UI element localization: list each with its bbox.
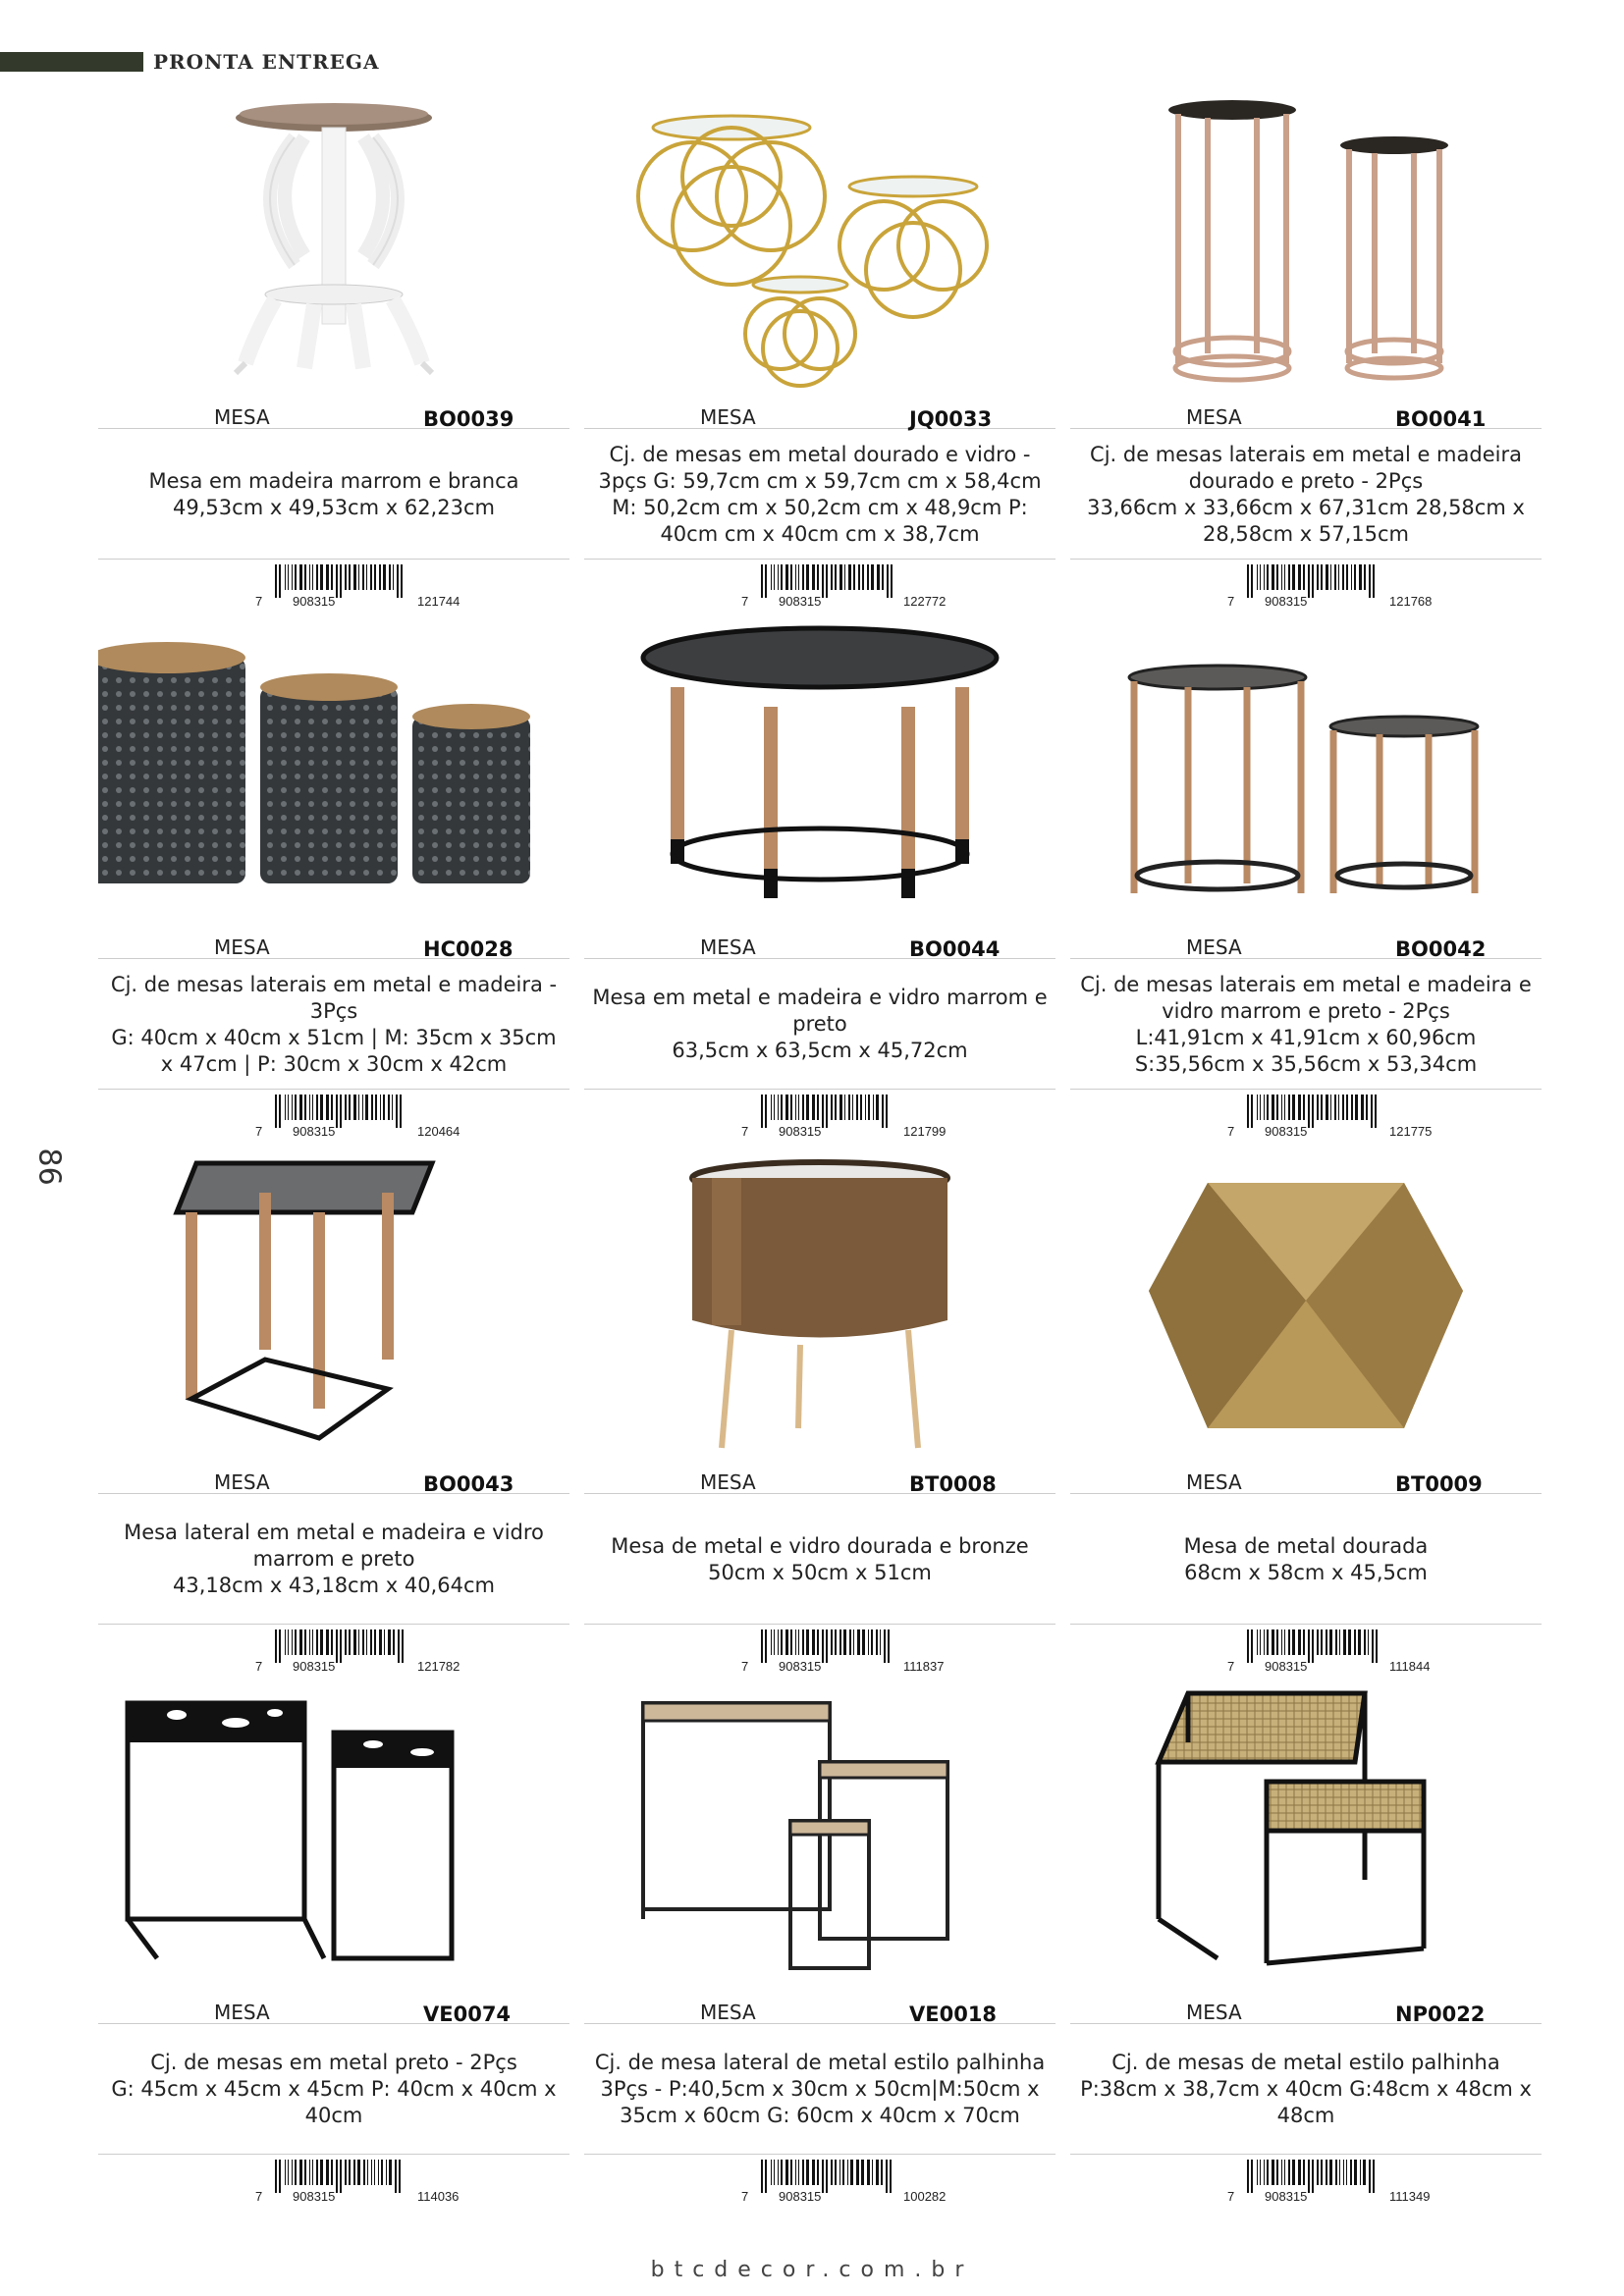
barcode-lead-digit: 7 [1227, 594, 1235, 608]
product-label-row [1070, 405, 1542, 429]
product-image [98, 618, 569, 933]
product-label-row [98, 1470, 569, 1494]
barcode-lead-digit: 7 [255, 2189, 263, 2203]
product-label-row [584, 2001, 1056, 2024]
barcode-right-digits: 100282 [903, 2189, 947, 2203]
barcode-left-digits: 908315 [1265, 594, 1308, 608]
barcode-right-digits: 122772 [903, 594, 947, 608]
barcode-left-digits: 908315 [293, 1124, 336, 1138]
product-label-row [1070, 935, 1542, 959]
barcode-right-digits: 111844 [1389, 1659, 1431, 1673]
product-label-row [98, 2001, 569, 2024]
product-image [1070, 1153, 1542, 1468]
product-name: MESA [1186, 2001, 1242, 2024]
product-image [98, 1153, 569, 1468]
barcode-right-digits: 121799 [903, 1124, 947, 1138]
product-code: BO0042 [1395, 937, 1487, 961]
product-description [584, 1495, 1056, 1625]
product-barcode [741, 1095, 1036, 1138]
product-description [584, 2025, 1056, 2155]
product-label-row [584, 1470, 1056, 1494]
product-name: MESA [1186, 405, 1242, 429]
product-description [98, 2025, 569, 2155]
barcode-lead-digit: 7 [741, 1124, 749, 1138]
product-image [584, 1153, 1056, 1468]
product-description [1070, 430, 1542, 560]
product-label-row [584, 935, 1056, 959]
product-image [584, 1683, 1056, 1998]
product-name: MESA [1186, 935, 1242, 959]
product-barcode [1227, 2160, 1522, 2203]
product-description-text: Mesa lateral em metal e madeira e vidro marrom e preto 43,18cm x 43,18cm x 40,64cm [124, 1521, 544, 1597]
product-description [1070, 2025, 1542, 2155]
product-description [1070, 960, 1542, 1090]
product-label-row [98, 935, 569, 959]
product-barcode [1227, 1095, 1522, 1138]
product-description-text: Cj. de mesa lateral de metal estilo palhinha 3Pçs - P:40,5cm x 30cm x 50cm|M:50cm x 35cm x 60cm G: 60cm x 40cm x 70cm [594, 2051, 1046, 2127]
product-description-text: Mesa de metal e vidro dourada e bronze 50cm x 50cm x 51cm [611, 1533, 1029, 1584]
product-code: BO0039 [423, 407, 514, 431]
product-description-text: Cj. de mesas laterais em metal e madeira - 3Pçs G: 40cm x 40cm x 51cm | M: 35cm x 35cm x 47cm | P: 30cm x 30cm x 42cm [110, 972, 558, 1076]
barcode-right-digits: 114036 [417, 2189, 460, 2203]
product-name: MESA [1186, 1470, 1242, 1494]
product-code: NP0022 [1395, 2002, 1486, 2026]
barcode-left-digits: 908315 [293, 2189, 336, 2203]
product-barcode [255, 1629, 550, 1673]
product-code: HC0028 [423, 937, 514, 961]
barcode-lead-digit: 7 [255, 594, 263, 608]
product-image [584, 88, 1056, 402]
barcode-lead-digit: 7 [1227, 1124, 1235, 1138]
barcode-left-digits: 908315 [293, 1659, 336, 1673]
product-barcode [741, 564, 1036, 608]
product-description-text: Mesa de metal dourada 68cm x 58cm x 45,5cm [1183, 1533, 1429, 1584]
product-description-text: Cj. de mesas laterais em metal e madeira dourado e preto - 2Pçs 33,66cm x 33,66cm x 67,31cm 28,58cm x 28,58cm x 57,15cm [1087, 442, 1525, 546]
barcode-right-digits: 111349 [1389, 2189, 1431, 2203]
barcode-right-digits: 111837 [903, 1659, 945, 1673]
product-barcode [741, 2160, 1036, 2203]
product-code: VE0018 [909, 2002, 998, 2026]
product-description-text: Cj. de mesas em metal dourado e vidro - 3pçs G: 59,7cm cm x 59,7cm cm x 58,4cm M: 50,2cm cm x 50,2cm cm x 48,9cm P: 40cm cm x 40cm cm x 38,7cm [598, 442, 1042, 546]
barcode-left-digits: 908315 [1265, 1124, 1308, 1138]
barcode-lead-digit: 7 [741, 2189, 749, 2203]
barcode-left-digits: 908315 [293, 594, 336, 608]
barcode-lead-digit: 7 [255, 1659, 263, 1673]
product-code: VE0074 [423, 2002, 512, 2026]
product-description [584, 960, 1056, 1090]
barcode-left-digits: 908315 [779, 1124, 822, 1138]
product-description [584, 430, 1056, 560]
barcode-lead-digit: 7 [255, 1124, 263, 1138]
product-code: BO0044 [909, 937, 1001, 961]
product-name: MESA [700, 405, 756, 429]
product-description [98, 430, 569, 560]
barcode-lead-digit: 7 [1227, 1659, 1235, 1673]
product-label-row [98, 405, 569, 429]
product-code: BO0041 [1395, 407, 1487, 431]
product-description-text: Mesa em metal e madeira e vidro marrom e preto 63,5cm x 63,5cm x 45,72cm [592, 986, 1048, 1062]
product-image [1070, 1683, 1542, 1998]
product-name: MESA [214, 1470, 270, 1494]
product-image [98, 88, 569, 402]
product-name: MESA [700, 2001, 756, 2024]
barcode-right-digits: 121768 [1389, 594, 1433, 608]
barcode-left-digits: 908315 [1265, 2189, 1308, 2203]
product-name: MESA [700, 935, 756, 959]
product-barcode [1227, 1629, 1522, 1673]
barcode-right-digits: 121775 [1389, 1124, 1433, 1138]
product-description-text: Cj. de mesas em metal preto - 2Pçs G: 45cm x 45cm x 45cm P: 40cm x 40cm x 40cm [111, 2051, 557, 2127]
product-label-row [1070, 2001, 1542, 2024]
product-barcode [1227, 564, 1522, 608]
product-barcode [741, 1629, 1036, 1673]
product-description [98, 1495, 569, 1625]
product-code: JQ0033 [909, 407, 993, 431]
barcode-right-digits: 121744 [417, 594, 460, 608]
footer-website: btcdecor.com.br [650, 2258, 974, 2282]
product-barcode [255, 564, 550, 608]
product-name: MESA [214, 405, 270, 429]
product-label-row [1070, 1470, 1542, 1494]
product-name: MESA [214, 2001, 270, 2024]
product-barcode [255, 1095, 550, 1138]
product-image [98, 1683, 569, 1998]
product-code: BO0043 [423, 1472, 514, 1496]
barcode-left-digits: 908315 [779, 2189, 822, 2203]
barcode-left-digits: 908315 [779, 594, 822, 608]
product-code: BT0008 [909, 1472, 997, 1496]
product-description-text: Mesa em madeira marrom e branca 49,53cm x 49,53cm x 62,23cm [148, 468, 519, 519]
product-name: MESA [700, 1470, 756, 1494]
header-title: PRONTA ENTREGA [153, 50, 380, 74]
product-image [1070, 618, 1542, 933]
barcode-left-digits: 908315 [779, 1659, 822, 1673]
barcode-right-digits: 120464 [417, 1124, 460, 1138]
product-barcode [255, 2160, 550, 2203]
product-image [584, 618, 1056, 933]
page-number-container [29, 1150, 69, 1200]
barcode-lead-digit: 7 [1227, 2189, 1235, 2203]
header [0, 51, 380, 73]
barcode-lead-digit: 7 [741, 1659, 749, 1673]
product-code: BT0009 [1395, 1472, 1483, 1496]
product-name: MESA [214, 935, 270, 959]
product-description [98, 960, 569, 1090]
header-bar [0, 52, 143, 72]
product-image [1070, 88, 1542, 402]
barcode-right-digits: 121782 [417, 1659, 460, 1673]
page-number: 86 [31, 1148, 67, 1186]
product-label-row [584, 405, 1056, 429]
barcode-lead-digit: 7 [741, 594, 749, 608]
product-description-text: Cj. de mesas laterais em metal e madeira e vidro marrom e preto - 2Pçs L:41,91cm x 41,91cm x 60,96cm S:35,56cm x 35,56cm x 53,34cm [1080, 972, 1532, 1076]
product-description [1070, 1495, 1542, 1625]
barcode-left-digits: 908315 [1265, 1659, 1308, 1673]
product-description-text: Cj. de mesas de metal estilo palhinha P:38cm x 38,7cm x 40cm G:48cm x 48cm x 48cm [1080, 2051, 1532, 2127]
